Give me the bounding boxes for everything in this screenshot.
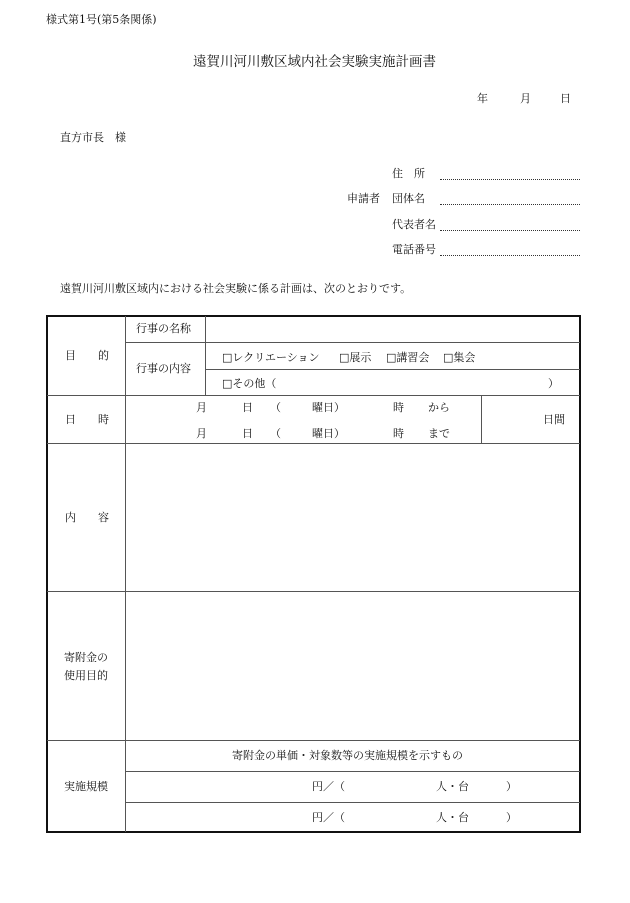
applicant-role-label: 申請者 [347,192,380,205]
scale-yen-per-1: 円／（ [312,780,345,793]
date-day: 日 [560,92,571,105]
content-label: 内 容 [65,511,109,524]
duration-label: 日間 [543,413,565,426]
duration-divider [481,395,482,443]
start-weekday: 曜日） [312,401,345,414]
end-month: 月 [196,427,207,440]
option-other-checkbox[interactable]: □その他（ [222,377,277,390]
other-close-paren: ） [548,377,559,390]
date-month: 月 [520,92,531,105]
event-content-label: 行事の内容 [136,362,191,375]
event-name-label: 行事の名称 [136,322,191,335]
table-column-divider [125,316,126,832]
datetime-label: 日 時 [65,413,109,426]
donation-label-line2: 使用目的 [64,669,108,682]
scale-close-1: ） [506,780,517,793]
form-number: 様式第1号(第5条関係) [46,13,157,26]
end-until: まで [428,427,450,440]
options-row-bottom [206,369,580,370]
address-field[interactable] [440,179,580,180]
scale-close-2: ） [506,811,517,824]
intro-text: 遠賀川河川敷区域内における社会実験に係る計画は、次のとおりです。 [60,282,412,295]
option-exhibition-checkbox[interactable]: □展示 [339,351,372,364]
option-recreation-checkbox[interactable]: □レクリエーション [222,351,320,364]
scale-header-bottom [126,771,580,772]
content-row-bottom [47,591,580,592]
addressee: 直方市長 様 [60,131,126,144]
start-paren: （ [270,401,281,414]
start-month: 月 [196,401,207,414]
group-name-field[interactable] [440,204,580,205]
donation-row-bottom [47,740,580,741]
purpose-row-bottom [47,395,580,396]
scale-label: 実施規模 [64,780,108,793]
address-label: 住 所 [392,167,425,180]
scale-row1-bottom [126,802,580,803]
start-day: 日 [242,401,253,414]
purpose-label: 目 的 [65,349,109,362]
datetime-row-bottom [47,443,580,444]
end-hour: 時 [393,427,404,440]
start-hour: 時 [393,401,404,414]
scale-units-2: 人・台 [436,811,469,824]
group-name-label: 団体名 [392,192,425,205]
end-paren: （ [270,427,281,440]
option-meeting-checkbox[interactable]: □集会 [443,351,476,364]
scale-units-1: 人・台 [436,780,469,793]
start-from: から [428,401,450,414]
representative-field[interactable] [440,230,580,231]
phone-field[interactable] [440,255,580,256]
event-name-row-bottom [126,342,580,343]
date-year: 年 [477,92,488,105]
page-title: 遠賀川河川敷区域内社会実験実施計画書 [193,54,436,70]
option-lecture-checkbox[interactable]: □講習会 [386,351,430,364]
content-field[interactable] [127,445,579,589]
donation-purpose-field[interactable] [127,593,579,738]
representative-label: 代表者名 [392,218,436,231]
phone-label: 電話番号 [392,243,436,256]
scale-header: 寄附金の単価・対象数等の実施規模を示すもの [232,749,463,762]
end-weekday: 曜日） [312,427,345,440]
end-day: 日 [242,427,253,440]
scale-yen-per-2: 円／（ [312,811,345,824]
purpose-sub-divider [205,316,206,395]
donation-label-line1: 寄附金の [64,651,108,664]
